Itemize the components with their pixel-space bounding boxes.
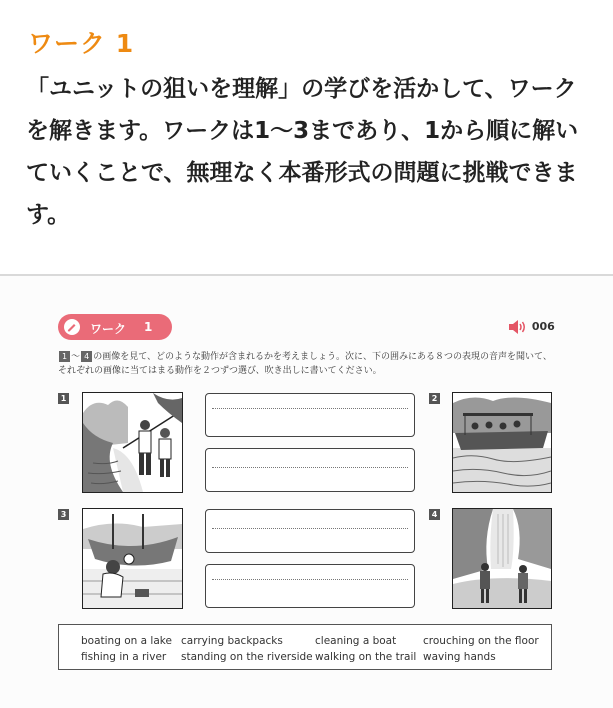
question-3-image [82,508,183,609]
instruction-line-2: それぞれの画像に当てはまる動作を２つずつ選び、吹き出しに書いてください。 [58,366,382,376]
work-badge [58,314,172,340]
option-standing: standing on the riverside [181,651,313,663]
audio-track-number: 006 [531,320,555,333]
option-boating: boating on a lake [81,635,172,647]
instruction-line-1: の画像を見て、どのような動作が含まれるかを考えましょう。次に、下の囲みにある８つの表現の音声を聞いて、 [93,352,552,362]
option-crouching: crouching on the floor [423,635,539,647]
question-number-2: 2 [429,393,440,404]
answer-bubble-3b[interactable] [205,564,415,608]
work-badge-label: ワーク [90,322,127,336]
option-walking: walking on the trail [315,651,417,663]
question-number-3: 3 [58,509,69,520]
question-number-1: 1 [58,393,69,404]
work-badge-number: 1 [144,320,153,334]
instruction-num-end: 4 [81,351,92,362]
answer-bubble-3a[interactable] [205,509,415,553]
question-2-image [452,392,552,493]
answer-bubble-1a[interactable] [205,393,415,437]
instructions [58,350,558,378]
pencil-icon [64,319,80,335]
question-number-4: 4 [429,509,440,520]
option-fishing: fishing in a river [81,651,167,663]
question-1-image [82,392,183,493]
intro-text: 「ユニットの狙いを理解」の学びを活かして、ワークを解きます。ワークは1〜3まであり、1から順に解いていくことで、無理なく本番形式の問題に挑戦できます。 [26,76,579,228]
option-cleaning: cleaning a boat [315,635,397,647]
instruction-tilde: 〜 [71,352,81,362]
answer-bubble-1b[interactable] [205,448,415,492]
question-4-image [452,508,552,609]
page-heading: ワーク 1 [28,29,135,58]
option-carrying: carrying backpacks [181,635,283,647]
instruction-num-start: 1 [59,351,70,362]
option-waving: waving hands [423,651,496,663]
options-box [58,624,552,670]
speaker-icon [508,320,528,334]
audio-track[interactable] [508,320,555,334]
